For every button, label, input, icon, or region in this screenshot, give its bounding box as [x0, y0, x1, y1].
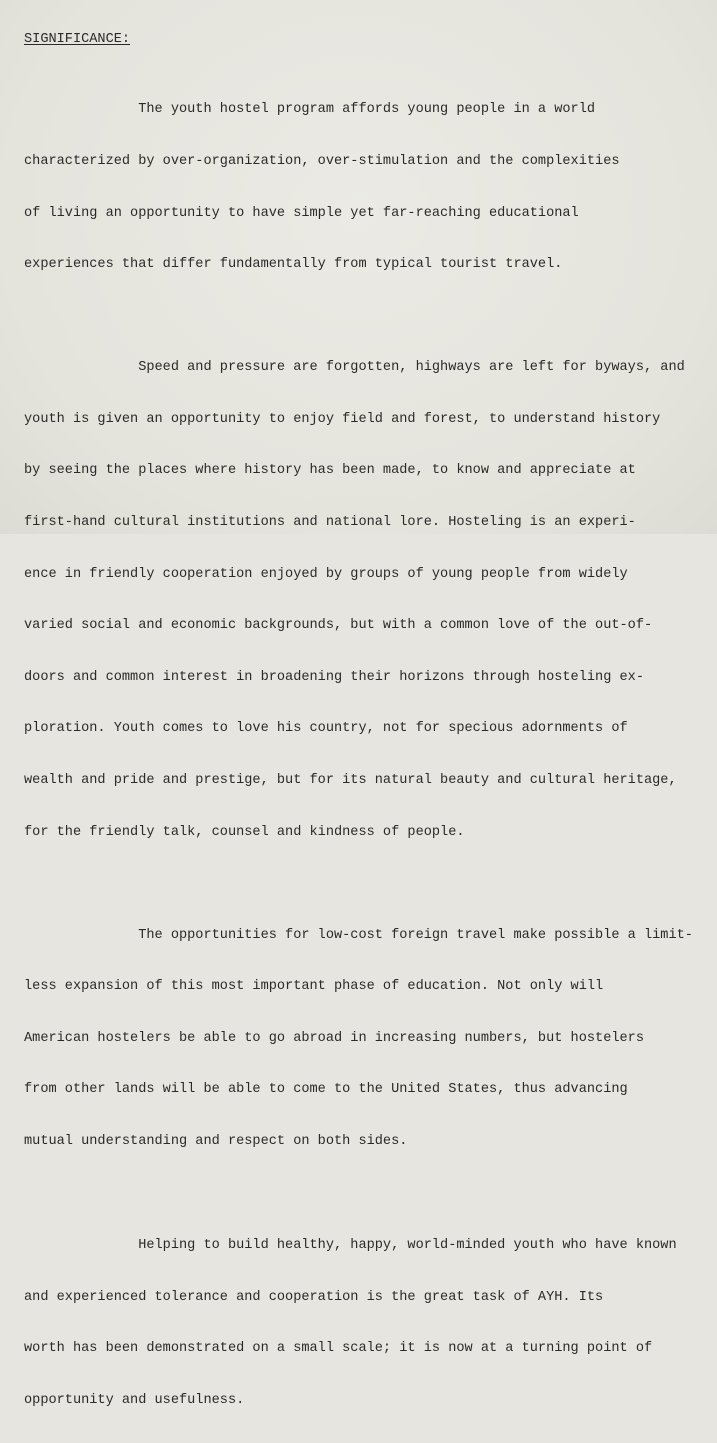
paragraph-4: [24, 1203, 714, 1443]
paragraph-line: less expansion of this most important phase of education. Not only will: [24, 978, 714, 995]
paragraph-line: characterized by over-organization, over-stimulation and the complexities: [24, 153, 714, 170]
paragraph-line: The opportunities for low-cost foreign travel make possible a limit-: [24, 927, 714, 944]
paragraph-3: [24, 892, 714, 1184]
paragraph-line: opportunity and usefulness.: [24, 1392, 714, 1409]
paragraph-line: experiences that differ fundamentally from typical tourist travel.: [24, 256, 714, 273]
paragraph-line: mutual understanding and respect on both sides.: [24, 1133, 714, 1150]
paragraph-line: varied social and economic backgrounds, but with a common love of the out-of-: [24, 617, 714, 634]
document-body: [24, 31, 714, 1443]
paragraph-line: ence in friendly cooperation enjoyed by groups of young people from widely: [24, 566, 714, 583]
paragraph-line: first-hand cultural institutions and national lore. Hosteling is an experi-: [24, 514, 714, 531]
paragraph-line: Speed and pressure are forgotten, highways are left for byways, and: [24, 359, 714, 376]
paragraph-line: by seeing the places where history has been made, to know and appreciate at: [24, 462, 714, 479]
document-page: [0, 0, 717, 534]
paragraph-line: and experienced tolerance and cooperation is the great task of AYH. Its: [24, 1289, 714, 1306]
paragraph-line: doors and common interest in broadening their horizons through hosteling ex-: [24, 669, 714, 686]
paragraph-line: from other lands will be able to come to the United States, thus advancing: [24, 1081, 714, 1098]
paragraph-line: wealth and pride and prestige, but for its natural beauty and cultural heritage,: [24, 772, 714, 789]
paragraph-line: Helping to build healthy, happy, world-minded youth who have known: [24, 1237, 714, 1254]
paragraph-1: [24, 67, 714, 308]
paragraph-line: ploration. Youth comes to love his country, not for specious adornments of: [24, 720, 714, 737]
paragraph-line: youth is given an opportunity to enjoy field and forest, to understand history: [24, 411, 714, 428]
paragraph-line: The youth hostel program affords young people in a world: [24, 101, 714, 118]
paragraph-line: American hostelers be able to go abroad in increasing numbers, but hostelers: [24, 1030, 714, 1047]
paragraph-line: for the friendly talk, counsel and kindness of people.: [24, 824, 714, 841]
section-heading: SIGNIFICANCE:: [24, 31, 714, 48]
paragraph-line: of living an opportunity to have simple yet far-reaching educational: [24, 205, 714, 222]
paragraph-2: [24, 325, 714, 875]
paragraph-line: worth has been demonstrated on a small scale; it is now at a turning point of: [24, 1340, 714, 1357]
